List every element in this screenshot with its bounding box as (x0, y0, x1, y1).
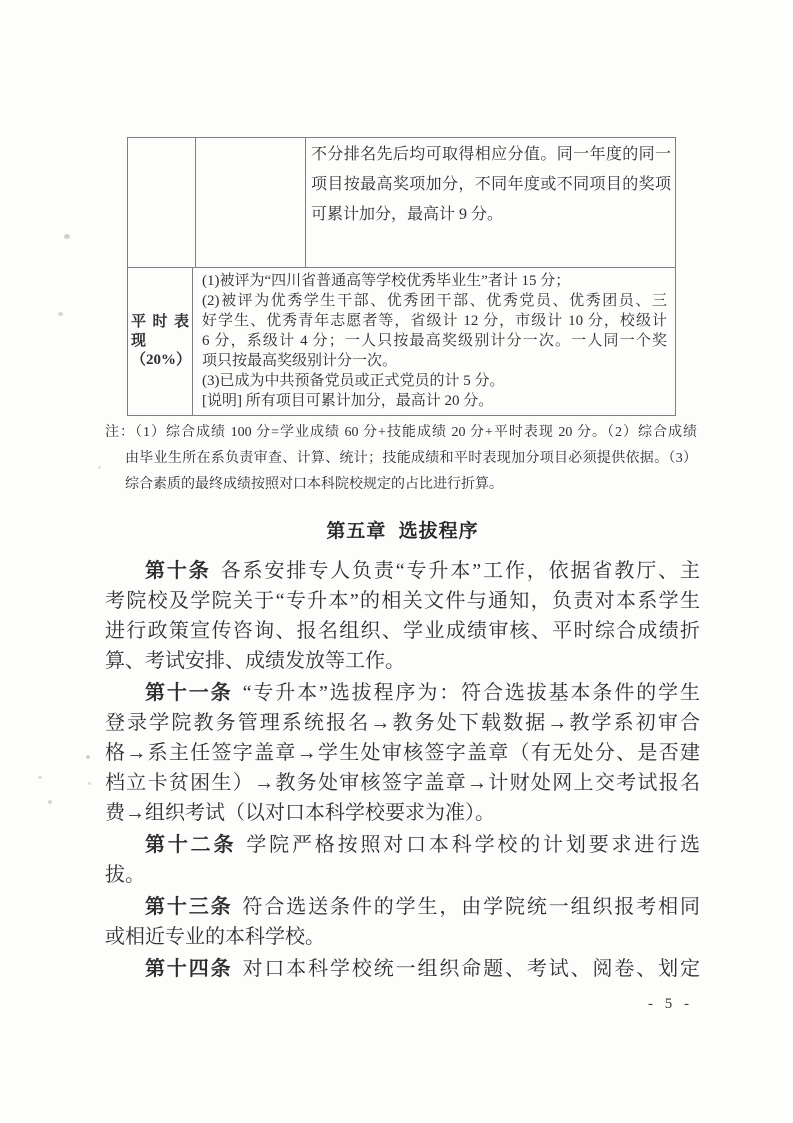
text-line: 6 分，系级计 4 分；一人只按最高奖级别计分一次。一人同一个奖 (202, 333, 667, 349)
text-line: 费→组织考试（以对口本科学校要求为准）。 (105, 802, 495, 824)
text-line: 档立卡贫困生）→教务处审核签字盖章→计财处网上交考试报名 (105, 772, 700, 794)
scan-speck (98, 466, 101, 469)
scan-speck (38, 776, 42, 779)
article (105, 892, 700, 952)
text-line: 第十二条 学院严格按照对口本科学校的计划要求进行选 (145, 834, 701, 856)
text-line: 进行政策宣传咨询、报名组织、学业成绩审核、平时综合成绩折 (105, 620, 700, 642)
article (105, 830, 700, 890)
text-line: [说明] 所有项目可累计加分，最高计 20 分。 (202, 393, 494, 409)
daily-performance-rules-cell (193, 268, 675, 415)
row-header-line: （20%） (131, 352, 192, 368)
text-line: 第十一条 “专升本”选拔程序为：符合选拔基本条件的学生 (145, 682, 700, 704)
table-cell-empty-1 (128, 138, 196, 267)
chapter-heading: 第五章 选拔程序 (326, 521, 479, 542)
text-line: (2)被评为优秀学生干部、优秀团干部、优秀党员、优秀团员、三 (202, 293, 667, 309)
article (105, 678, 700, 828)
footnote-line: 由毕业生所在系负责审查、计算、统计；技能成绩和平时表现加分项目必须提供依据。（3） (125, 451, 697, 466)
scan-speck (88, 782, 91, 785)
text-line: 项目按最高奖项加分，不同年度或不同项目的奖项 (311, 176, 671, 193)
text-line: 登录学院教务管理系统报名→教务处下载数据→教学系初审合 (105, 712, 700, 734)
article (105, 556, 700, 676)
text-line: 不分排名先后均可取得相应分值。同一年度的同一 (311, 146, 671, 163)
table-row (128, 268, 675, 415)
article-label: 第十条 (145, 560, 211, 582)
text-line: 格→系主任签字盖章→学生处审核签字盖章（有无处分、是否建 (105, 742, 700, 764)
text-line: 可累计加分，最高计 9 分。 (311, 206, 504, 223)
text-line: 考院校及学院关于“专升本”的相关文件与通知，负责对本系学生 (105, 590, 700, 612)
bonus-rules-cell (306, 138, 675, 267)
daily-performance-header-cell (128, 268, 193, 415)
table-footnote (105, 420, 697, 498)
text-line: 算、考试安排、成绩发放等工作。 (105, 650, 405, 672)
footnote-line: 综合素质的最终成绩按照对口本科院校规定的占比进行折算。 (125, 477, 503, 492)
article-label: 第十二条 (145, 834, 237, 856)
footnote-line: 注：（1）综合成绩 100 分=学业成绩 60 分+技能成绩 20 分+平时表现 20 分。（2）综合成绩 (105, 425, 697, 440)
text-line: 或相近专业的本科学校。 (105, 926, 325, 948)
score-criteria-table (127, 137, 676, 416)
table-row (128, 138, 675, 268)
table-cell-empty-2 (196, 138, 306, 267)
text-line: 第十三条 符合选送条件的学生，由学院统一组织报考相同 (145, 896, 700, 918)
text-line: 项只按最高奖级别计分一次。 (202, 353, 398, 369)
rule-item (202, 291, 667, 371)
rule-item (202, 371, 667, 391)
page-number: - 5 - (648, 996, 693, 1012)
text-line: 好学生、优秀青年志愿者等，省级计 12 分，市级计 10 分，校级计 (202, 313, 667, 329)
row-header-line: 平时表 (131, 314, 189, 330)
text-line: (3)已成为中共预备党员或正式党员的计 5 分。 (202, 373, 505, 389)
text-line: 拔。 (105, 864, 145, 886)
rule-item (202, 391, 667, 411)
scan-speck (64, 234, 70, 239)
article-label: 第十一条 (145, 682, 233, 704)
rule-item (202, 271, 667, 291)
document-body (105, 556, 700, 984)
scan-speck (86, 755, 90, 759)
text-line: (1)被评为“四川省普通高等学校优秀毕业生”者计 15 分； (202, 273, 571, 289)
scan-speck (48, 800, 52, 804)
scan-speck (58, 312, 63, 316)
row-header-line: 现 (131, 333, 147, 349)
article (105, 954, 700, 984)
text-line: 第十条 各系安排专人负责“专升本”工作，依据省教厅、主 (145, 560, 700, 582)
article-label: 第十三条 (145, 896, 233, 918)
text-line: 第十四条 对口本科学校统一组织命题、考试、阅卷、划定 (145, 958, 700, 980)
article-label: 第十四条 (145, 958, 233, 980)
